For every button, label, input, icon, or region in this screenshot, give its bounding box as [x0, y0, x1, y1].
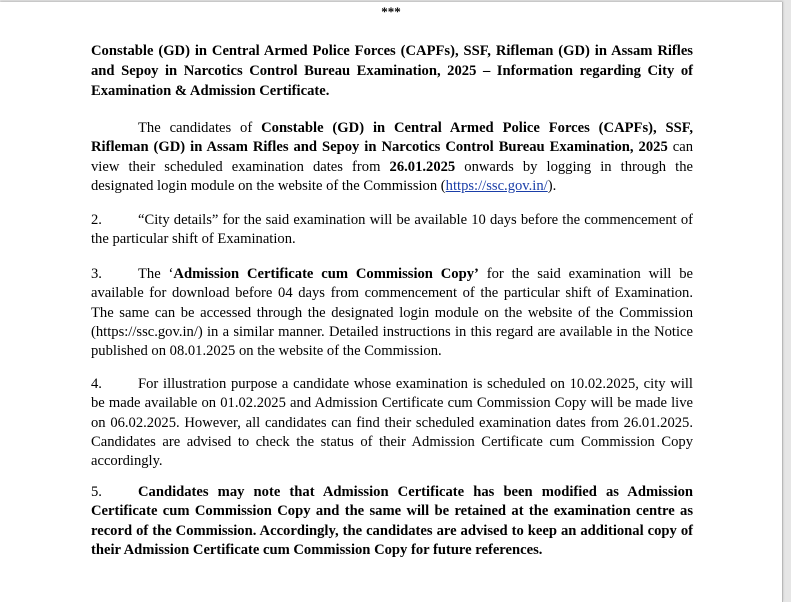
- paragraph-5: [91, 483, 693, 560]
- paragraph-2: [91, 211, 693, 250]
- paragraph-1: [91, 119, 693, 196]
- text: for the said examination will be available for download before 04 days from commencement of the particular shift of Examination. The same can be accessed through the designated login module on the website of the Commission (https://ssc.gov.in/) in a similar manner. Detailed instructions in this regard are available in the Notice published on 08.01.2025 on the website of the Commission.: [91, 266, 693, 360]
- notice-title: Constable (GD) in Central Armed Police Forces (CAPFs), SSF, Rifleman (GD) in Assam Rifles and Sepoy in Narcotics Control Bureau Examination, 2025 – Information regarding City of Examination & Admission Certificate.: [91, 43, 693, 99]
- paragraph-number: 2.: [91, 212, 102, 228]
- document-page: [0, 2, 783, 602]
- paragraph-number: 5.: [91, 484, 102, 500]
- text: For illustration purpose a candidate whose examination is scheduled on 10.02.2025, city will be made available on 01.02.2025 and Admission Certificate cum Commission Copy will be made live on 06.02.2025. However, all candidates can find their scheduled examination dates from 26.01.2025. Candidates are advised to check the status of their Admission Certificate cum Commission Copy accordingly.: [91, 376, 693, 470]
- text: ).: [547, 177, 557, 194]
- text: “City details” for the said examination will be available 10 days before the commencement of the particular shift of Examination.: [91, 212, 693, 248]
- separator: ***: [381, 4, 401, 19]
- ssc-website-link[interactable]: https://ssc.gov.in/: [445, 177, 548, 194]
- text: The candidates of: [138, 120, 262, 136]
- text: Candidates may note that Admission Certificate has been modified as Admission Certificate cum Commission Copy and the same will be retained at the examination centre as record of the Commission. Accordingly, the candidates are advised to keep an additional copy of their Admission Certificate cum Commission Copy for future references.: [91, 484, 693, 558]
- paragraph-3: [91, 265, 693, 361]
- paragraph-number: 3.: [91, 266, 102, 282]
- text: onwards by logging in through the designated login module on the website of the Commission (: [91, 158, 693, 194]
- date: 26.01.2025: [389, 158, 456, 175]
- text: can view their scheduled examination dates from: [91, 139, 693, 175]
- text: The ‘: [138, 266, 174, 282]
- emphasis: Admission Certificate cum Commission Copy’: [173, 266, 479, 282]
- exam-name: Constable (GD) in Central Armed Police Forces (CAPFs), SSF, Rifleman (GD) in Assam Rifles and Sepoy in Narcotics Control Bureau Examination, 2025: [91, 120, 693, 156]
- paragraph-number: 4.: [91, 376, 102, 392]
- paragraph-4: [91, 375, 693, 471]
